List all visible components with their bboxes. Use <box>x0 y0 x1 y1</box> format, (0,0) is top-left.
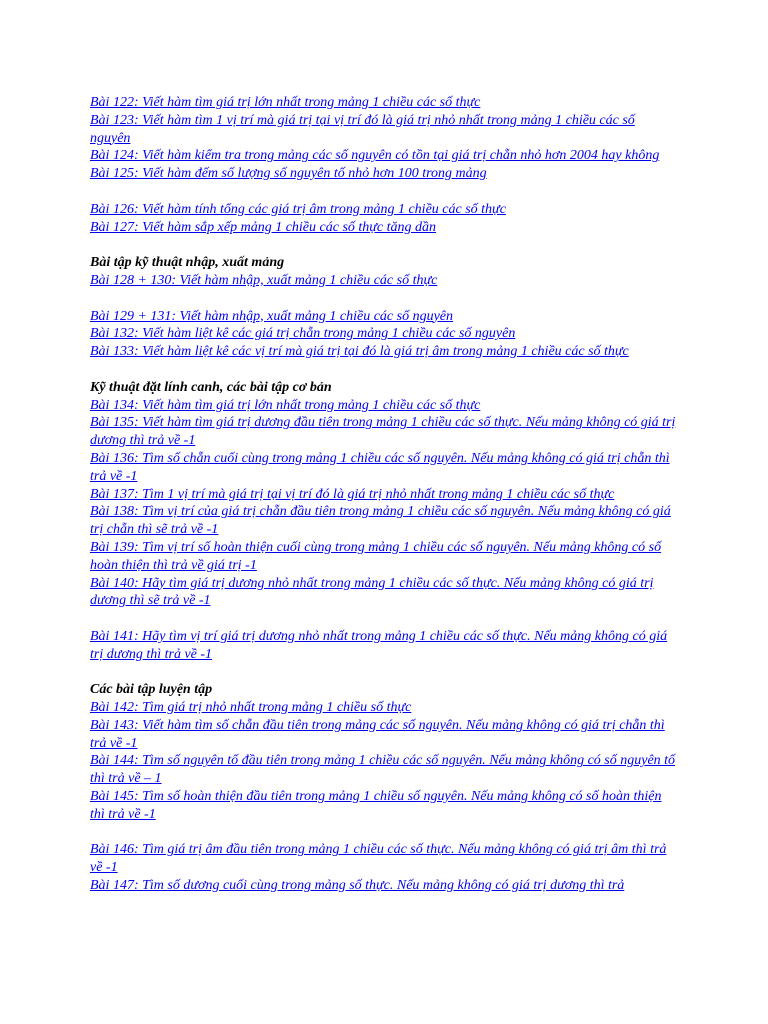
section-heading-io: Bài tập kỹ thuật nhập, xuất mảng <box>90 255 285 271</box>
exercise-link-147[interactable]: Bài 147: Tìm số dương cuối cùng trong mảng số thực. Nếu mảng không có giá trị dương thì trả <box>90 878 625 894</box>
exercise-link-146[interactable]: Bài 146: Tìm giá trị âm đầu tiên trong mảng 1 chiều các số thực. Nếu mảng không có giá trị âm thì trả về -1 <box>90 842 667 876</box>
exercise-link-123[interactable]: Bài 123: Viết hàm tìm 1 vị trí mà giá trị tại vị trí đó là giá trị nhỏ nhất trong mảng 1 chiều các số nguyên <box>90 112 635 146</box>
exercise-link-129-131[interactable]: Bài 129 + 131: Viết hàm nhập, xuất mảng 1 chiều các số nguyên <box>90 308 454 324</box>
exercise-link-127[interactable]: Bài 127: Viết hàm sắp xếp mảng 1 chiều các số thực tăng dần <box>90 219 437 235</box>
exercise-link-126[interactable]: Bài 126: Viết hàm tính tổng các giá trị âm trong mảng 1 chiều các số thực <box>90 201 506 217</box>
section-heading-practice: Các bài tập luyện tập <box>90 682 213 698</box>
exercise-link-145[interactable]: Bài 145: Tìm số hoàn thiện đầu tiên trong mảng 1 chiều số nguyên. Nếu mảng không có số hoàn thiện thì trả về -1 <box>90 789 662 822</box>
paragraph-gap <box>90 183 678 201</box>
paragraph-gap <box>90 361 678 379</box>
paragraph-gap <box>90 824 678 842</box>
paragraph-gap <box>90 236 678 254</box>
exercise-link-133[interactable]: Bài 133: Viết hàm liệt kê các vị trí mà giá trị tại đó là giá trị âm trong mảng 1 chiều các số thực <box>90 344 629 360</box>
exercise-link-138[interactable]: Bài 138: Tìm vị trí của giá trị chẵn đầu tiên trong mảng 1 chiều các số nguyên. Nếu mảng không có giá trị chẵn thì sẽ trả về -1 <box>90 504 671 538</box>
exercise-link-144[interactable]: Bài 144: Tìm số nguyên tố đầu tiên trong mảng 1 chiều các số nguyên. Nếu mảng không có số nguyên tố thì trả về – 1 <box>90 753 676 787</box>
exercise-link-136[interactable]: Bài 136: Tìm số chẵn cuối cùng trong mảng 1 chiều các số nguyên. Nếu mảng không có giá trị chẵn thì trả về -1 <box>90 450 670 484</box>
exercise-link-137[interactable]: Bài 137: Tìm 1 vị trí mà giá trị tại vị trí đó là giá trị nhỏ nhất trong mảng 1 chiều các số thực <box>90 486 615 502</box>
exercise-link-142[interactable]: Bài 142: Tìm giá trị nhỏ nhất trong mảng 1 chiều số thực <box>90 700 412 716</box>
exercise-link-132[interactable]: Bài 132: Viết hàm liệt kê các giá trị chẵn trong mảng 1 chiều các số nguyên <box>90 326 516 342</box>
exercise-link-128-130[interactable]: Bài 128 + 130: Viết hàm nhập, xuất mảng 1 chiều các số thực <box>90 272 438 288</box>
exercise-link-135[interactable]: Bài 135: Viết hàm tìm giá trị dương đầu tiên trong mảng 1 chiều các số thực. Nếu mảng không có giá trị dương thì trả về -1 <box>90 415 676 449</box>
section-heading-sentinel: Kỹ thuật đặt lính canh, các bài tập cơ bản <box>90 379 332 395</box>
paragraph-gap <box>90 664 678 682</box>
exercise-link-125[interactable]: Bài 125: Viết hàm đếm số lượng số nguyên tố nhỏ hơn 100 trong mảng <box>90 166 487 182</box>
exercise-link-141[interactable]: Bài 141: Hãy tìm vị trí giá trị dương nhỏ nhất trong mảng 1 chiều các số thực. Nếu mảng không có giá trị dương thì trả về -1 <box>90 628 668 662</box>
paragraph-gap <box>90 290 678 308</box>
exercise-link-143[interactable]: Bài 143: Viết hàm tìm số chẵn đầu tiên trong mảng các số nguyên. Nếu mảng không có giá trị chẵn thì trả về -1 <box>90 717 665 751</box>
exercise-link-122[interactable]: Bài 122: Viết hàm tìm giá trị lớn nhất trong mảng 1 chiều các số thực <box>90 95 481 110</box>
exercise-link-140[interactable]: Bài 140: Hãy tìm giá trị dương nhỏ nhất trong mảng 1 chiều các số thực. Nếu mảng không có giá trị dương thì sẽ trả về -1 <box>90 575 654 609</box>
exercise-link-134[interactable]: Bài 134: Viết hàm tìm giá trị lớn nhất trong mảng 1 chiều các số thực <box>90 397 481 413</box>
exercise-link-124[interactable]: Bài 124: Viết hàm kiểm tra trong mảng các số nguyên có tồn tại giá trị chẵn nhỏ hơn 2004 hay không <box>90 148 660 164</box>
paragraph-gap <box>90 610 678 628</box>
exercise-link-139[interactable]: Bài 139: Tìm vị trí số hoàn thiện cuối cùng trong mảng 1 chiều các số nguyên. Nếu mảng không có số hoàn thiện thì trả về giá trị -1 <box>90 539 662 573</box>
